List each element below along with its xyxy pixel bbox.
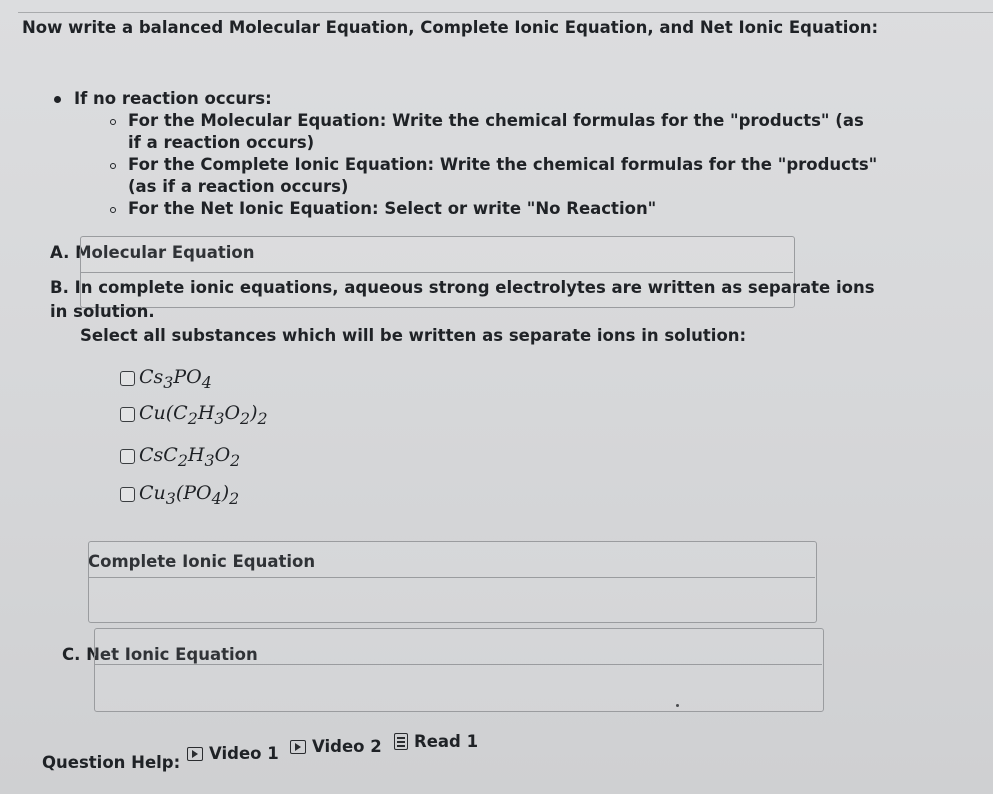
checkbox-icon[interactable] (120, 449, 135, 464)
option-cu-acetate[interactable] (120, 402, 268, 428)
read-1-label: Read 1 (414, 732, 479, 751)
checkbox-icon[interactable] (120, 371, 135, 386)
list-item: For the Complete Ionic Equation: Write the chemical formulas for the "products" (as if a reaction occurs) (50, 154, 880, 198)
section-b-line2: Select all substances which will be written as separate ions in solution: (80, 326, 747, 345)
section-b-line1: B. In complete ionic equations, aqueous strong electrolytes are written as separate ions in solution. (50, 278, 875, 321)
net-ionic-label: C. Net Ionic Equation (62, 645, 258, 664)
formula-label: $Cs_3PO_4$ (139, 366, 212, 392)
video-2-link[interactable] (290, 737, 382, 756)
video-1-link[interactable] (187, 744, 279, 763)
checkbox-icon[interactable] (120, 487, 135, 502)
formula-label: $Cu(C_2H_3O_2)_2$ (139, 402, 268, 428)
complete-ionic-box-edge (88, 541, 815, 578)
play-video-icon (290, 740, 306, 754)
no-reaction-heading: If no reaction occurs: (50, 88, 880, 110)
formula-label: $CsC_2H_3O_2$ (139, 444, 241, 470)
option-cu3po42[interactable] (120, 482, 239, 508)
no-reaction-list (50, 110, 880, 220)
section-b-prompt (50, 276, 890, 348)
stray-dot (676, 704, 679, 707)
list-item: For the Molecular Equation: Write the chemical formulas for the "products" (as if a reaction occurs) (50, 110, 880, 154)
complete-ionic-label: Complete Ionic Equation (88, 552, 316, 571)
option-cs3po4[interactable] (120, 366, 212, 392)
document-icon (394, 733, 408, 750)
checkbox-icon[interactable] (120, 407, 135, 422)
instructions-heading: Now write a balanced Molecular Equation, Complete Ionic Equation, and Net Ionic Equation: (22, 18, 879, 37)
video-2-label: Video 2 (312, 737, 382, 756)
question-help-label: Question Help: (42, 753, 181, 772)
list-item: For the Net Ionic Equation: Select or write "No Reaction" (50, 198, 880, 220)
net-ionic-box-edge (94, 628, 822, 665)
video-1-label: Video 1 (209, 744, 279, 763)
play-video-icon (187, 747, 203, 761)
formula-label: $Cu_3(PO_4)_2$ (139, 482, 240, 508)
read-1-link[interactable] (394, 732, 478, 751)
molecular-equation-label: A. Molecular Equation (50, 243, 255, 262)
molecular-equation-box-edge (80, 236, 793, 273)
divider (18, 12, 993, 13)
option-cs-acetate[interactable] (120, 444, 240, 470)
no-reaction-instructions (50, 88, 880, 220)
